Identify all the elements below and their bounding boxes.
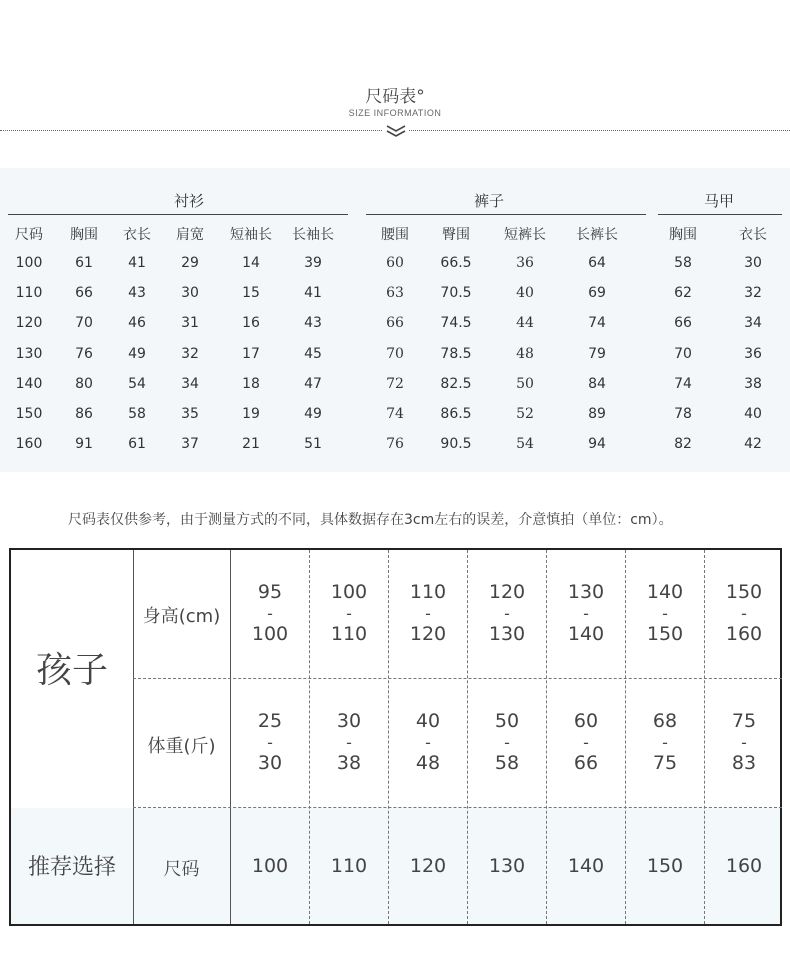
measure-value: 74 [588,315,606,332]
column-header: 尺码 [15,227,43,243]
height-range: 110 - 120 [409,581,447,645]
recommended-size: 150 [646,855,684,877]
measure-value: 60 [386,255,404,271]
measure-value: 39 [304,255,322,271]
column-header: 衣长 [123,227,151,243]
measure-value: 94 [588,436,606,453]
column-header: 臀围 [442,227,470,243]
measure-value: 78.5 [440,345,472,362]
measure-value: 35 [181,406,199,422]
measure-value: 64 [588,255,606,271]
measure-value: 82.5 [440,375,472,392]
weight-range: 50 - 58 [494,710,520,774]
recommended-size: 130 [488,855,526,877]
measure-value: 84 [588,375,606,392]
weight-range: 75 - 83 [731,710,757,774]
measure-value: 50 [516,375,534,392]
measure-value: 76 [386,436,404,453]
measure-value: 70 [674,345,692,362]
measure-value: 21 [242,436,260,453]
recommended-size: 120 [409,855,447,877]
measure-value: 52 [516,406,534,422]
measure-value: 42 [744,436,762,453]
measure-value: 43 [128,285,146,302]
measure-value: 70.5 [440,285,472,302]
measure-value: 41 [304,285,322,302]
recommend-label: 推荐选择 [27,855,116,880]
measure-value: 91 [75,436,93,453]
measure-value: 41 [128,255,146,271]
size-label: 尺码 [163,859,200,880]
measure-value: 18 [242,375,260,392]
height-range: 120 - 130 [488,581,526,645]
measure-value: 66 [674,315,692,332]
size-value: 130 [15,345,43,362]
measure-value: 45 [304,345,322,362]
measure-value: 30 [181,285,199,302]
height-range: 100 - 110 [330,581,368,645]
measure-value: 49 [304,406,322,422]
measure-value: 66.5 [440,255,472,271]
grid-divider-row1 [133,678,782,679]
measure-value: 58 [674,255,692,271]
measure-value: 34 [744,315,762,332]
measure-value: 17 [242,345,260,362]
weight-range: 40 - 48 [415,710,441,774]
size-value: 150 [15,406,43,422]
measure-value: 32 [181,345,199,362]
group-label-shirt: 衬衫 [174,192,205,210]
size-value: 140 [15,375,43,392]
measure-value: 54 [128,375,146,392]
weight-range: 30 - 38 [336,710,362,774]
size-note: 尺码表仅供参考，由于测量方式的不同，具体数据存在3cm左右的误差，介意慎拍（单位：cm）。 [68,512,673,528]
measure-value: 69 [588,285,606,302]
size-value: 100 [15,255,43,271]
measure-value: 14 [242,255,260,271]
size-value: 120 [15,315,43,332]
weight-range: 60 - 66 [573,710,599,774]
measure-value: 32 [744,285,762,302]
measure-value: 63 [386,285,404,302]
measure-value: 36 [744,345,762,362]
measure-value: 16 [242,315,260,332]
pants-group-rule [366,214,646,215]
page-title: 尺码表° [365,87,425,107]
measure-value: 78 [674,406,692,422]
recommended-size: 140 [567,855,605,877]
measure-value: 82 [674,436,692,453]
vest-group-rule [658,214,782,215]
group-label-pants: 裤子 [474,192,505,210]
recommended-size: 160 [725,855,763,877]
measure-value: 46 [128,315,146,332]
kid-label: 孩子 [35,650,108,691]
column-header: 腰围 [381,227,409,243]
measure-value: 72 [386,375,404,392]
height-range: 95 - 100 [251,581,289,645]
measure-value: 89 [588,406,606,422]
measure-value: 51 [304,436,322,453]
measure-value: 62 [674,285,692,302]
height-range: 130 - 140 [567,581,605,645]
weight-range: 25 - 30 [257,710,283,774]
column-header: 长袖长 [292,227,334,243]
column-header: 短裤长 [504,227,546,243]
measure-value: 40 [744,406,762,422]
column-header: 短袖长 [230,227,272,243]
measure-value: 70 [386,345,404,362]
height-range: 140 - 150 [646,581,684,645]
column-header: 胸围 [70,227,98,243]
recommended-size: 100 [251,855,289,877]
measure-value: 86.5 [440,406,472,422]
measure-value: 80 [75,375,93,392]
measure-value: 30 [744,255,762,271]
measure-value: 15 [242,285,260,302]
measure-value: 74.5 [440,315,472,332]
size-value: 110 [15,285,43,302]
measure-value: 54 [516,436,534,453]
measure-value: 79 [588,345,606,362]
measure-value: 44 [516,315,534,332]
group-label-vest: 马甲 [704,192,735,210]
measure-value: 29 [181,255,199,271]
measure-value: 40 [516,285,534,302]
measure-value: 90.5 [440,436,472,453]
weight-label: 体重(斤) [147,736,216,757]
height-range: 150 - 160 [725,581,763,645]
column-header: 肩宽 [176,227,204,243]
measure-value: 38 [744,375,762,392]
weight-range: 68 - 75 [652,710,678,774]
measure-value: 86 [75,406,93,422]
measure-value: 76 [75,345,93,362]
double-chevron-down-icon [383,123,409,139]
measure-value: 49 [128,345,146,362]
grid-divider-row2 [133,807,782,808]
measure-value: 61 [75,255,93,271]
column-header: 长裤长 [576,227,618,243]
measure-value: 36 [516,255,534,271]
measure-value: 43 [304,315,322,332]
column-header: 胸围 [669,227,697,243]
measure-value: 47 [304,375,322,392]
measure-value: 48 [516,345,534,362]
height-label: 身高(cm) [142,606,221,627]
page-subtitle: SIZE INFORMATION [348,108,442,118]
recommended-size: 110 [330,855,368,877]
measure-value: 70 [75,315,93,332]
column-header: 衣长 [739,227,767,243]
measure-value: 31 [181,315,199,332]
measure-value: 19 [242,406,260,422]
size-value: 160 [15,436,43,453]
measure-value: 74 [674,375,692,392]
measure-value: 34 [181,375,199,392]
measure-value: 66 [386,315,404,332]
measure-value: 37 [181,436,199,453]
measure-value: 61 [128,436,146,453]
shirt-group-rule [8,214,348,215]
measure-value: 66 [75,285,93,302]
measure-value: 74 [386,406,404,422]
measure-value: 58 [128,406,146,422]
